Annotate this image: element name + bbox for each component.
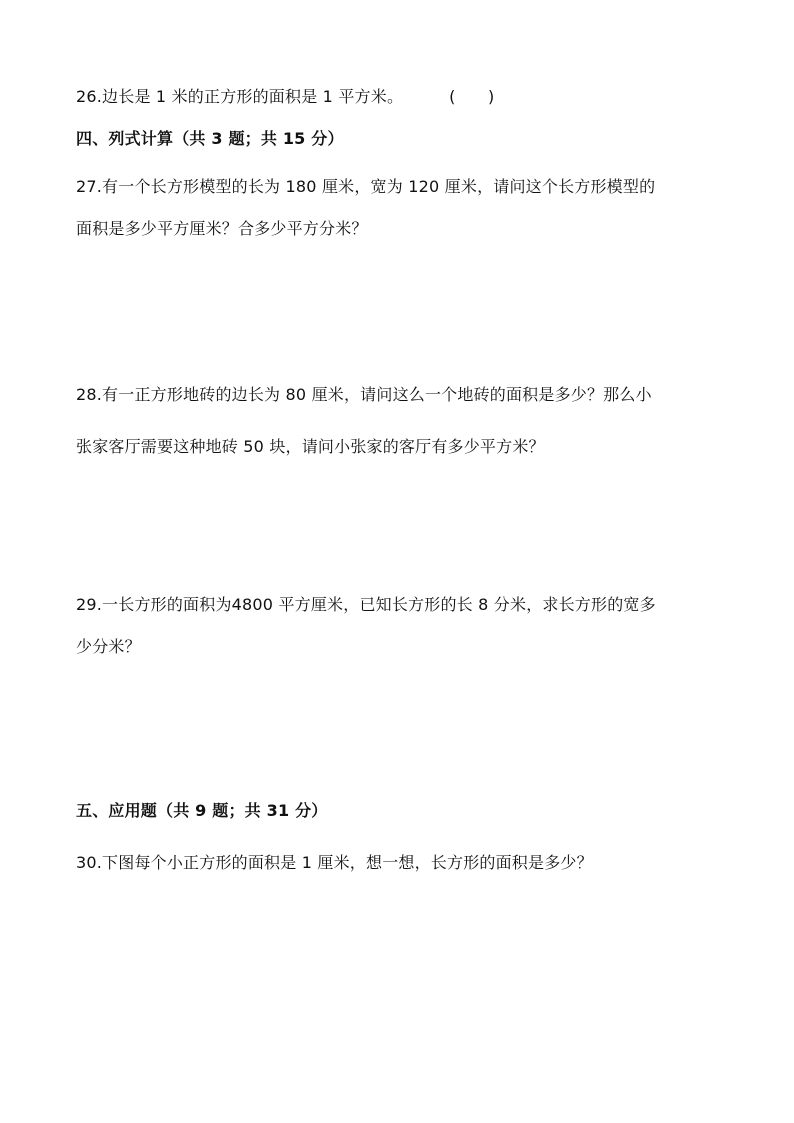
question-28-line-2: 张家客厅需要这种地砖 50 块，请问小张家的客厅有多少平方米？ xyxy=(76,437,545,456)
question-29-line-2: 少分米？ xyxy=(76,637,141,656)
question-29-line-1: 29.一长方形的面积为4800 平方厘米，已知长方形的长 8 分米，求长方形的宽多 xyxy=(76,595,656,614)
question-27-line-2: 面积是多少平方厘米？合多少平方分米？ xyxy=(76,219,368,238)
question-26-text: 26.边长是 1 米的正方形的面积是 1 平方米。 xyxy=(76,87,404,106)
question-28-line-1: 28.有一正方形地砖的边长为 80 厘米，请问这么一个地砖的面积是多少？那么小 xyxy=(76,385,652,404)
section-heading-5: 五、应用题（共 9 题；共 31 分） xyxy=(76,801,328,820)
answer-blank-26[interactable]: ( ) xyxy=(449,87,495,106)
question-30-line-1: 30.下图每个小正方形的面积是 1 厘米，想一想，长方形的面积是多少？ xyxy=(76,853,593,872)
question-26 xyxy=(76,86,726,108)
section-heading-4: 四、列式计算（共 3 题；共 15 分） xyxy=(76,129,344,148)
question-27-line-1: 27.有一个长方形模型的长为 180 厘米，宽为 120 厘米，请问这个长方形模型的 xyxy=(76,177,656,196)
